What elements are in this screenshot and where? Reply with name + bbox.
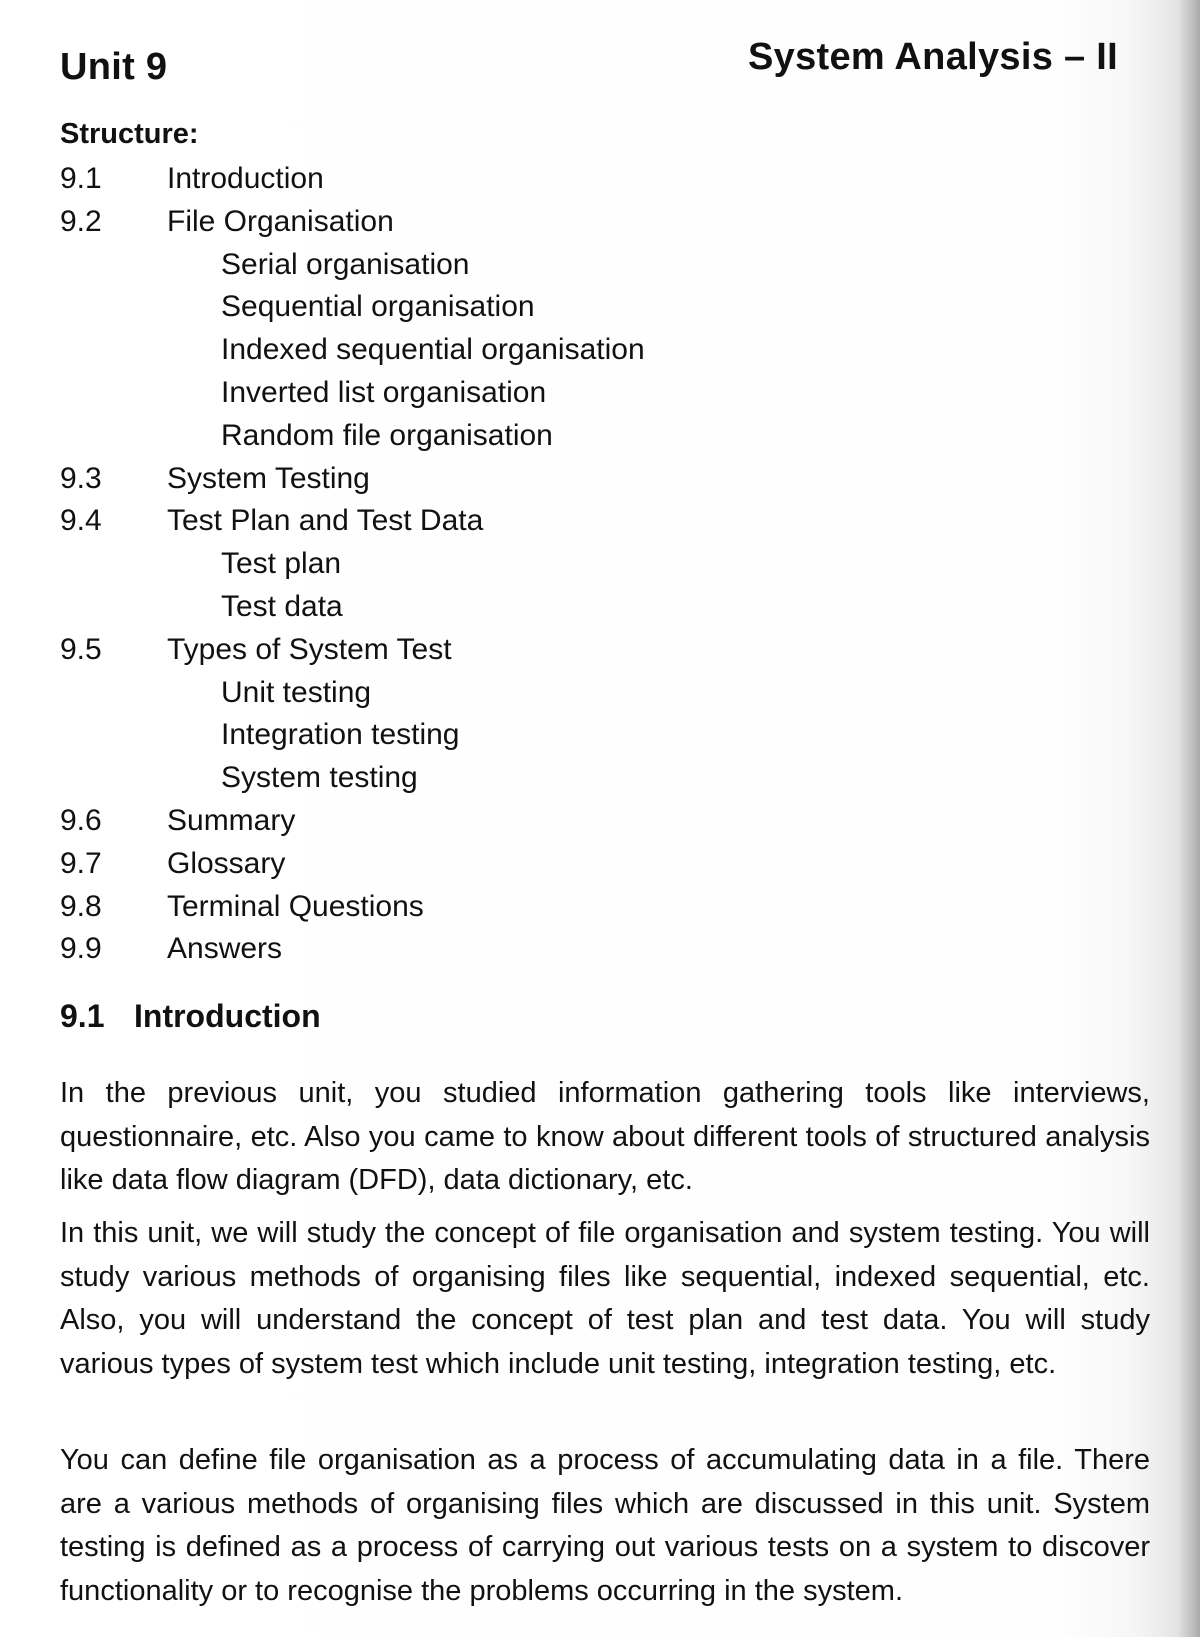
toc-subitem bbox=[60, 757, 860, 800]
toc-subitem-label: Unit testing bbox=[221, 675, 372, 709]
toc-item-number: 9.7 bbox=[60, 846, 102, 880]
section-number: 9.1 bbox=[60, 998, 105, 1034]
toc-item-label: Introduction bbox=[167, 162, 324, 195]
section-heading bbox=[60, 998, 321, 1035]
toc-item-label: Terminal Questions bbox=[167, 889, 424, 923]
toc-subitem bbox=[60, 415, 860, 458]
toc-subitem-label: Inverted list organisation bbox=[221, 375, 547, 409]
toc-item bbox=[60, 158, 860, 201]
toc-item-number: 9.6 bbox=[60, 803, 102, 837]
unit-title: System Analysis – II bbox=[748, 36, 1119, 78]
toc-item-number: 9.1 bbox=[60, 162, 102, 195]
toc-item-label: Types of System Test bbox=[167, 632, 452, 666]
toc-subitem bbox=[60, 329, 860, 372]
unit-label: Unit 9 bbox=[60, 46, 168, 88]
toc-item bbox=[60, 886, 860, 929]
toc-item-number: 9.4 bbox=[60, 504, 102, 538]
toc-item-label: Summary bbox=[167, 803, 296, 837]
toc-subitem bbox=[60, 372, 860, 415]
toc-item bbox=[60, 201, 860, 244]
toc-item-number: 9.8 bbox=[60, 889, 102, 923]
toc-subitem bbox=[60, 543, 860, 586]
toc-subitem-label: Indexed sequential organisation bbox=[221, 333, 645, 367]
toc-item bbox=[60, 800, 860, 843]
toc-subitem-label: Serial organisation bbox=[221, 247, 470, 281]
toc-item-number: 9.9 bbox=[60, 932, 102, 966]
toc-item-label: File Organisation bbox=[167, 204, 394, 238]
toc-subitem bbox=[60, 714, 860, 757]
toc-item-number: 9.2 bbox=[60, 204, 102, 238]
structure-heading: Structure: bbox=[60, 118, 199, 150]
toc-item-number: 9.5 bbox=[60, 632, 102, 666]
toc-item bbox=[60, 629, 860, 672]
toc-item bbox=[60, 928, 860, 971]
toc-subitem-label: System testing bbox=[221, 761, 418, 795]
section-title: Introduction bbox=[134, 998, 321, 1034]
toc-item-label: Glossary bbox=[167, 846, 286, 880]
toc-subitem-label: Integration testing bbox=[221, 718, 460, 752]
intro-paragraph: In the previous unit, you studied information gathering tools like interviews, questionnaire, etc. Also you came to know about different tools of structured analysis like data flow diagram (DFD), data dictionary, etc. bbox=[60, 1077, 1150, 1196]
toc-item-number: 9.3 bbox=[60, 461, 102, 495]
toc-subitem bbox=[60, 286, 860, 329]
toc-subitem bbox=[60, 244, 860, 287]
toc-subitem-label: Test data bbox=[221, 589, 343, 623]
page-edge-shadow bbox=[1178, 0, 1200, 1637]
toc-item bbox=[60, 500, 860, 543]
toc-subitem bbox=[60, 672, 860, 715]
toc-subitem-label: Random file organisation bbox=[221, 418, 553, 452]
toc-item-label: Answers bbox=[167, 932, 283, 966]
toc-item bbox=[60, 843, 860, 886]
toc-item bbox=[60, 458, 860, 501]
intro-paragraph: In this unit, we will study the concept of file organisation and system testing. You will study various methods of organising files like sequential, indexed sequential, etc. Also, you will understand the concept of test plan and test data. You will study various types of system test which include unit testing, integration testing, etc. bbox=[60, 1217, 1150, 1380]
toc-subitem-label: Test plan bbox=[221, 547, 342, 581]
toc-subitem-label: Sequential organisation bbox=[221, 290, 535, 324]
table-of-contents bbox=[60, 158, 860, 971]
toc-item-label: Test Plan and Test Data bbox=[167, 504, 484, 538]
toc-item-label: System Testing bbox=[167, 461, 370, 495]
toc-subitem bbox=[60, 586, 860, 629]
intro-paragraph: You can define file organisation as a process of accumulating data in a file. There are a various methods of organising files which are discussed in this unit. System testing is defined as a process of carrying out various tests on a system to discover functionality or to recognise the problems occurring in the system. bbox=[60, 1444, 1150, 1607]
